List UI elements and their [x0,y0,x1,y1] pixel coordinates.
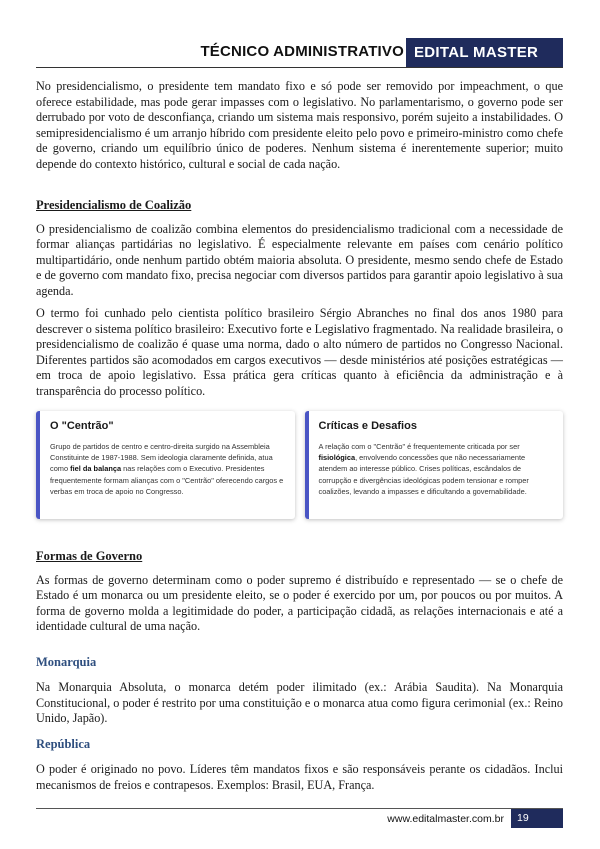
header-brand-badge: EDITAL MASTER [406,38,563,68]
page-number: 19 [511,809,563,828]
coalizao-paragraph-2: O termo foi cunhado pelo cientista político brasileiro Sérgio Abranches no final dos anos 1980 para descrever o sistema político brasileiro: Executivo forte e Legislativo fragmentado. Na realidade brasileira, o presidencialismo de coalizão é quase uma norma, dado o alto número de partidos no Congresso Nacional. Diferentes partidos são acomodados em cargos executivos — desde ministérios até posições estratégicas — em troca de apoio legislativo. Essa prática gera críticas quanto à eficiência da administração e à transparência do processo político. [36,306,563,398]
subsection-title-republica: República [36,736,91,751]
callout-centrao-text-start: Grupo de partidos de centro e centro-direita surgido na Assembleia Constituinte de 1987-1988. Sem ideologia claramente definida, atua como [50,441,273,474]
callout-criticas-text-end: , envolvendo concessões que não necessariamente atendem ao interesse público. Crises políticas, escândalos de corrupção e divergências ideológicas podem tensionar e romper coalizões, levando a impasses e dificultando a governabilidade. [318,452,529,497]
footer-website-link[interactable]: www.editalmaster.com.br [387,813,504,825]
page-content [36,79,563,800]
callout-criticas-text [319,441,554,498]
header-title: TÉCNICO ADMINISTRATIVO [200,43,404,60]
footer-divider [36,808,563,809]
formas-paragraph: As formas de governo determinam como o poder supremo é distribuído e representado — se o chefe de Estado é um monarca ou um presidente eleito, se o poder é exercido por um, por poucos ou por muitos. A forma de governo molda a legitimidade do poder, a participação cidadã, as relações internacionais e até a identidade cultural de uma nação. [36,572,563,633]
callout-centrao-text [50,441,285,498]
monarquia-paragraph: Na Monarquia Absoluta, o monarca detém poder ilimitado (ex.: Arábia Saudita). Na Monarquia Constitucional, o poder é restrito por uma constituição e o monarca atua como figura cerimonial (ex.: Reino Unido, Japão). [36,680,563,725]
callout-centrao-text-end: nas relações com o Executivo. Presidentes frequentemente formam alianças com o "Centrão" oferecendo cargos e verbas em troca de apoio no Congresso. [50,464,284,497]
section-title-coalizao: Presidencialismo de Coalizão [36,198,192,212]
coalizao-paragraph-1: O presidencialismo de coalizão combina elementos do presidencialismo tradicional com a necessidade de formar alianças partidárias no legislativo. É especialmente relevante em países com cenário político multipartidário, onde nenhum partido obtém maioria absoluta. O presidente, mesmo sendo chefe de Estado e de governo com mandato fixo, precisa negociar com diversos partidos para garantir apoio legislativo à sua agenda. [36,221,563,298]
callout-row [36,411,563,519]
page-header [0,38,600,68]
callout-criticas-text-start: A relação com o "Centrão" é frequentemente criticada por ser [318,441,520,451]
header-divider [36,67,563,68]
callout-criticas-title: Críticas e Desafios [318,420,417,432]
callout-centrao [36,411,295,519]
subsection-title-monarquia: Monarquia [36,654,97,669]
callout-criticas [305,411,564,519]
callout-criticas-emphasis: fisiológica [318,452,356,462]
page-footer [0,808,600,830]
callout-centrao-emphasis: fiel da balança [70,464,122,474]
republica-paragraph: O poder é originado no povo. Líderes têm mandatos fixos e são responsáveis perante os cidadãos. Inclui mecanismos de freios e contrapesos. Exemplos: Brasil, EUA, França. [36,762,563,792]
callout-centrao-title: O "Centrão" [50,420,114,432]
section-title-formas: Formas de Governo [36,549,143,563]
intro-paragraph: No presidencialismo, o presidente tem mandato fixo e só pode ser removido por impeachment, o que oferece estabilidade, mas pode gerar impasses com o legislativo. No parlamentarismo, o governo pode ser derrubado por voto de desconfiança, criando um sistema mais responsivo, porém sujeito a instabilidades. O semipresidencialismo é um arranjo híbrido com presidente eleito pelo povo e primeiro-ministro como chefe de governo, criando um equilíbrio único de poderes. Nenhum sistema é inerentemente superior; muito depende do contexto histórico, cultural e social de cada nação. [36,79,563,171]
